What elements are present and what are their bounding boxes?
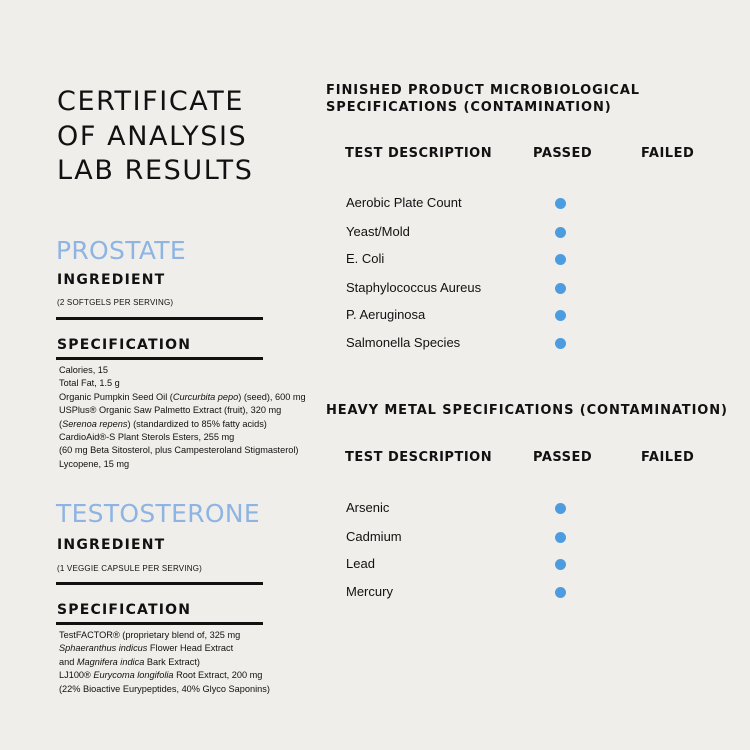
section-title-line: SPECIFICATIONS (CONTAMINATION) — [326, 100, 612, 115]
spec-line — [59, 418, 306, 431]
spec-botanical-name: Curcurbita pepo — [172, 391, 239, 402]
col-header-test: TEST DESCRIPTION — [345, 146, 493, 161]
spec-line — [59, 431, 306, 444]
spec-line — [59, 377, 306, 390]
test-name: Lead — [346, 556, 375, 571]
passed-dot — [555, 254, 566, 265]
product-name-testosterone: TESTOSTERONE — [56, 499, 260, 528]
passed-dot — [555, 532, 566, 543]
serving-size: (1 VEGGIE CAPSULE PER SERVING) — [57, 564, 203, 573]
test-name: Staphylococcus Aureus — [346, 280, 482, 295]
spec-botanical-name: Magnifera indica — [76, 656, 145, 667]
test-row — [345, 251, 665, 269]
spec-line — [59, 458, 306, 471]
test-row — [345, 529, 665, 547]
passed-dot — [555, 283, 566, 294]
specification-heading: SPECIFICATION — [57, 602, 192, 618]
test-name: Cadmium — [346, 529, 402, 544]
divider — [56, 582, 263, 585]
ingredient-heading: INGREDIENT — [57, 272, 166, 288]
test-row — [345, 335, 665, 353]
spec-text: and — [59, 656, 77, 667]
spec-line — [59, 391, 306, 404]
spec-text: ( — [59, 418, 63, 429]
test-name: Yeast/Mold — [346, 224, 410, 239]
spec-text: CardioAid®-S Plant Sterols Esters, 255 mg — [59, 432, 235, 443]
spec-line — [59, 656, 270, 669]
spec-botanical-name: Eurycoma longifolia — [93, 670, 174, 681]
test-name: Arsenic — [346, 500, 390, 515]
col-header-failed: FAILED — [641, 450, 695, 465]
divider — [56, 622, 263, 625]
title-line: CERTIFICATE — [57, 86, 245, 117]
spec-text: (60 mg Beta Sitosterol, plus Campesteroland Stigmasterol) — [59, 445, 299, 456]
test-row — [345, 307, 665, 325]
spec-text: TestFACTOR® (proprietary blend of, 325 mg — [59, 630, 241, 640]
test-name: Mercury — [346, 584, 393, 599]
spec-line — [59, 444, 306, 457]
test-row — [345, 195, 665, 213]
ingredient-heading: INGREDIENT — [57, 537, 166, 553]
test-name: P. Aeruginosa — [346, 307, 426, 322]
spec-line — [59, 404, 306, 417]
spec-text: Organic Pumpkin Seed Oil ( — [59, 391, 173, 402]
spec-botanical-name: Sphaeranthus indicus — [59, 643, 148, 654]
spec-text: Flower Head Extract — [147, 643, 234, 654]
serving-size: (2 SOFTGELS PER SERVING) — [57, 298, 174, 307]
spec-line — [59, 669, 270, 682]
divider — [56, 357, 263, 360]
title-line: LAB RESULTS — [57, 155, 254, 186]
test-row — [345, 556, 665, 574]
passed-dot — [555, 338, 566, 349]
test-row — [345, 280, 665, 298]
test-name: Salmonella Species — [346, 335, 461, 350]
col-header-failed: FAILED — [641, 146, 695, 161]
passed-dot — [555, 559, 566, 570]
spec-list — [59, 364, 306, 471]
spec-botanical-name: Serenoa repens — [62, 418, 128, 429]
spec-text: Bark Extract) — [144, 656, 200, 667]
spec-text: USPlus® Organic Saw Palmetto Extract (fruit), 320 mg — [59, 405, 282, 416]
product-name-prostate: PROSTATE — [56, 236, 186, 265]
section-title-line: HEAVY METAL SPECIFICATIONS (CONTAMINATION) — [326, 403, 728, 418]
section-title-microbiological — [326, 82, 640, 116]
spec-line — [59, 629, 270, 642]
divider — [56, 317, 263, 320]
test-row — [345, 584, 665, 602]
section-title-line: FINISHED PRODUCT MICROBIOLOGICAL — [326, 83, 640, 98]
spec-text: LJ100® — [59, 670, 94, 681]
test-name: E. Coli — [346, 251, 385, 266]
spec-text: Lycopene, 15 mg — [59, 458, 130, 469]
test-row — [345, 500, 665, 518]
test-name: Aerobic Plate Count — [346, 195, 462, 210]
passed-dot — [555, 587, 566, 598]
test-row — [345, 224, 665, 242]
col-header-test: TEST DESCRIPTION — [345, 450, 493, 465]
spec-text: Root Extract, 200 mg — [173, 670, 263, 681]
spec-text: Total Fat, 1.5 g — [59, 378, 120, 389]
section-title-heavy-metals — [326, 402, 728, 419]
passed-dot — [555, 198, 566, 209]
spec-text: Calories, 15 — [59, 365, 109, 375]
col-header-passed: PASSED — [533, 450, 593, 465]
passed-dot — [555, 503, 566, 514]
spec-text: ) (standardized to 85% fatty acids) — [127, 418, 267, 429]
passed-dot — [555, 310, 566, 321]
title-line: OF ANALYSIS — [57, 120, 248, 152]
col-header-passed: PASSED — [533, 146, 593, 161]
spec-list — [59, 629, 270, 696]
passed-dot — [555, 227, 566, 238]
spec-text: (22% Bioactive Eurypeptides, 40% Glyco Saponins) — [59, 683, 270, 694]
spec-text: ) (seed), 600 mg — [238, 391, 306, 402]
specification-heading: SPECIFICATION — [57, 337, 192, 353]
spec-line — [59, 683, 270, 696]
spec-line — [59, 364, 306, 377]
certificate-title — [57, 85, 254, 189]
spec-line — [59, 642, 270, 655]
